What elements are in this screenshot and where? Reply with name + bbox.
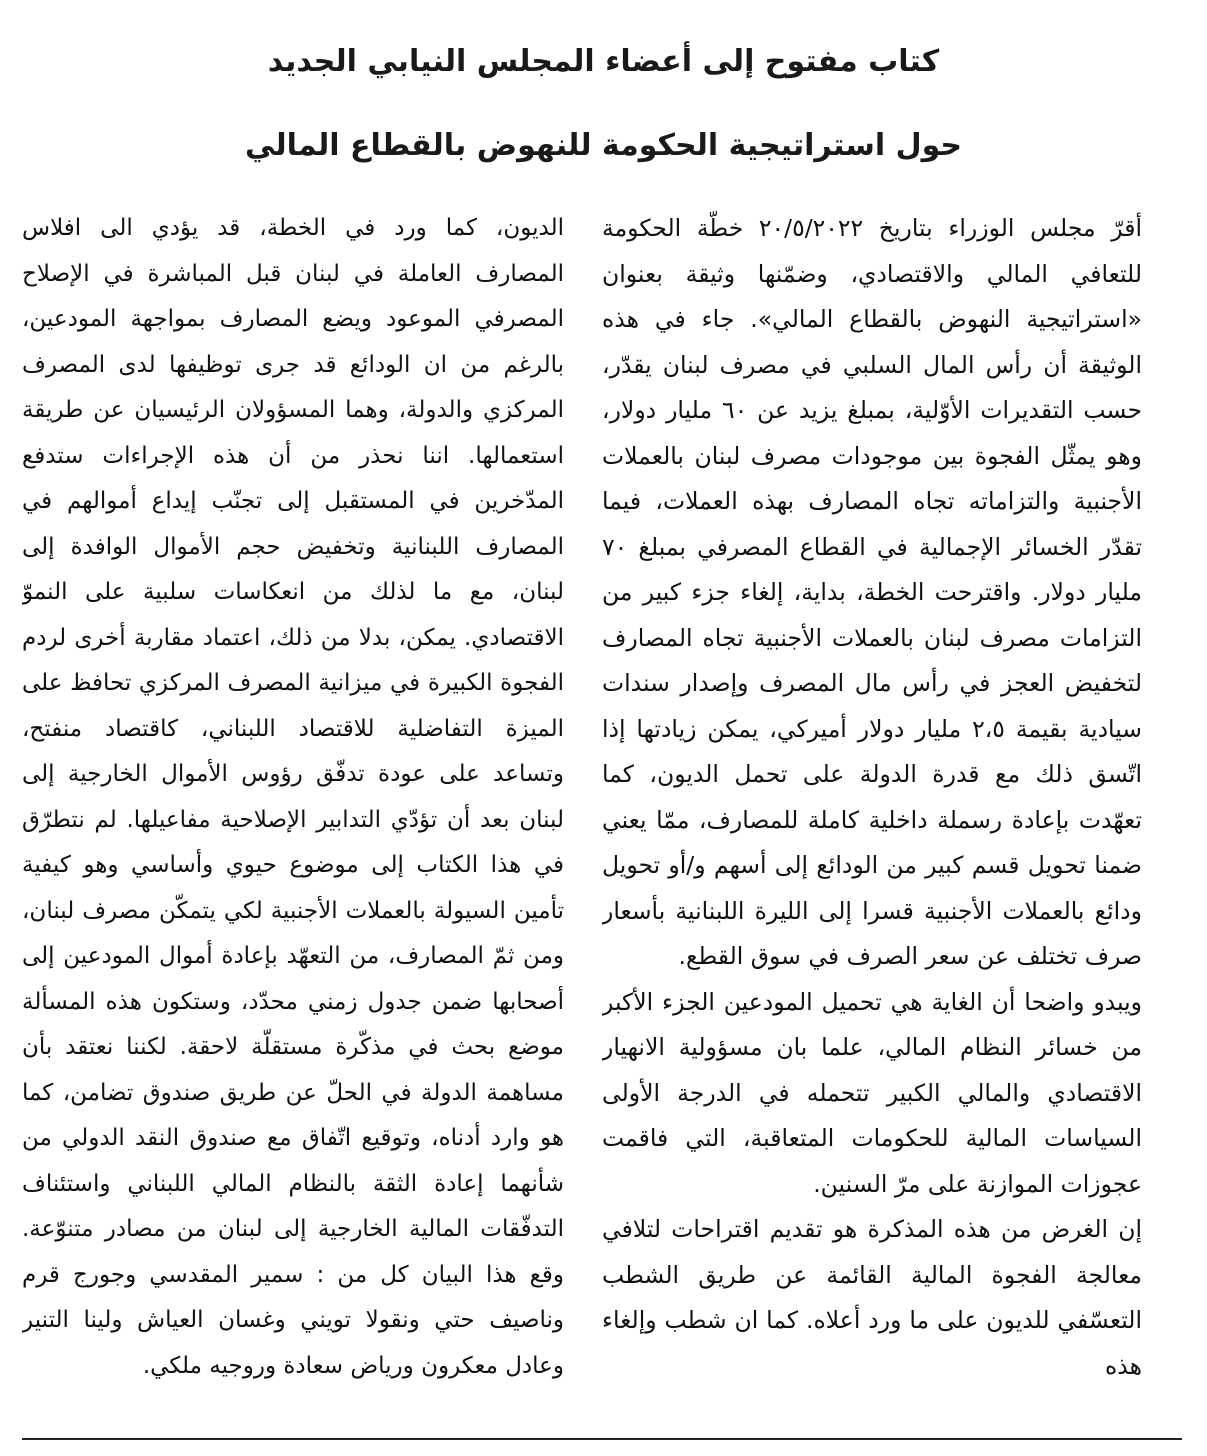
article-column-right	[602, 206, 1142, 1421]
headline-line-1: كتاب مفتوح إلى أعضاء المجلس النيابي الجديد	[267, 44, 940, 79]
paragraph: ويبدو واضحا أن الغاية هي تحميل المودعين الجزء الأكبر من خسائر النظام المالي، علما بان مسؤولية الانهيار الاقتصادي والمالي الكبير تتحمله في الدرجة الأولى السياسات المالية للحكومات المتعاقبة، التي فاقمت عجوزات الموازنة على مرّ السنين.	[602, 987, 1142, 1198]
paragraph: أقرّ مجلس الوزراء بتاريخ ٢٠/٥/٢٠٢٢ خطّة الحكومة للتعافي المالي والاقتصادي، وضمّنها وثيقة بعنوان «استراتيجية النهوض بالقطاع المالي». جاء في هذه الوثيقة أن رأس المال السلبي في مصرف لبنان يقدّر، حسب التقديرات الأوّلية، بمبلغ يزيد عن ٦٠ مليار دولار، وهو يمثّل الفجوة بين موجودات مصرف لبنان بالعملات الأجنبية والتزاماته تجاه المصارف بهذه العملات، فيما تقدّر الخسائر الإجمالية في القطاع المصرفي بمبلغ ٧٠ مليار دولار. واقترحت الخطة، بداية، إلغاء جزء كبير من التزامات مصرف لبنان بالعملات الأجنبية تجاه المصارف لتخفيض العجز في رأس مال المصرف وإصدار سندات سيادية بقيمة ٢،٥ مليار دولار أميركي، يمكن زيادتها إذا اتّسق ذلك مع قدرة الدولة على تحمل الديون، كما تعهّدت بإعادة رسملة داخلية كاملة للمصارف، ممّا يعني ضمنا تحويل قسم كبير من الودائع إلى أسهم و/أو تحويل ودائع بالعملات الأجنبية قسرا إلى الليرة اللبنانية بأسعار صرف تختلف عن سعر الصرف في سوق القطع.	[602, 214, 1142, 970]
paragraph: الديون، كما ورد في الخطة، قد يؤدي الى افلاس المصارف العاملة في لبنان قبل المباشرة في الإصلاح المصرفي الموعود ويضع المصارف بمواجهة المودعين، بالرغم من ان الودائع قد جرى توظيفها لدى المصرف المركزي والدولة، وهما المسؤولان الرئيسيان عن طريقة استعمالها. اننا نحذر من أن هذه الإجراءات ستدفع المدّخرين في المستقبل إلى تجنّب إيداع أموالهم في المصارف اللبنانية وتخفيض حجم الأموال الوافدة إلى لبنان، مع ما لذلك من انعكاسات سلبية على النموّ الاقتصادي. يمكن، بدلا من ذلك، اعتماد مقاربة أخرى لردم الفجوة الكبيرة في ميزانية المصرف المركزي تحافظ على الميزة التفاضلية للاقتصاد اللبناني، كاقتصاد منفتح، وتساعد على عودة تدفّق رؤوس الأموال الخارجية إلى لبنان بعد أن تؤدّي التدابير الإصلاحية مفاعيلها. لم نتطرّق في هذا الكتاب إلى موضوع حيوي وأساسي وهو كيفية تأمين السيولة بالعملات الأجنبية لكي يتمكّن مصرف لبنان، ومن ثمّ المصارف، من التعهّد بإعادة أموال المودعين إلى أصحابها ضمن جدول زمني محدّد، وستكون هذه المسألة موضع بحث في مذكّرة مستقلّة لاحقة. لكننا نعتقد بأن مساهمة الدولة في الحلّ عن طريق صندوق تضامن، كما هو وارد أدناه، وتوقيع اتّفاق مع صندوق النقد الدولي من شأنهما إعادة الثقة بالنظام المالي اللبناني واستئناف التدفّقات المالية الخارجية إلى لبنان من مصادر متنوّعة. وقع هذا البيان كل من : سمير المقدسي وجورج قرم وناصيف حتي ونقولا تويني وغسان العياش ولينا التنير وعادل معكرون ورياض سعادة وروجيه ملكي.	[22, 215, 564, 1379]
headline-line-2: حول استراتيجية الحكومة للنهوض بالقطاع المالي	[244, 128, 963, 163]
paragraph: إن الغرض من هذه المذكرة هو تقديم اقتراحات لتلافي معالجة الفجوة المالية القائمة عن طريق الشطب التعسّفي للديون على ما ورد أعلاه. كما ان شطب وإلغاء هذه	[602, 1215, 1142, 1380]
bottom-rule	[22, 1438, 1182, 1440]
article-column-left	[22, 206, 564, 1421]
